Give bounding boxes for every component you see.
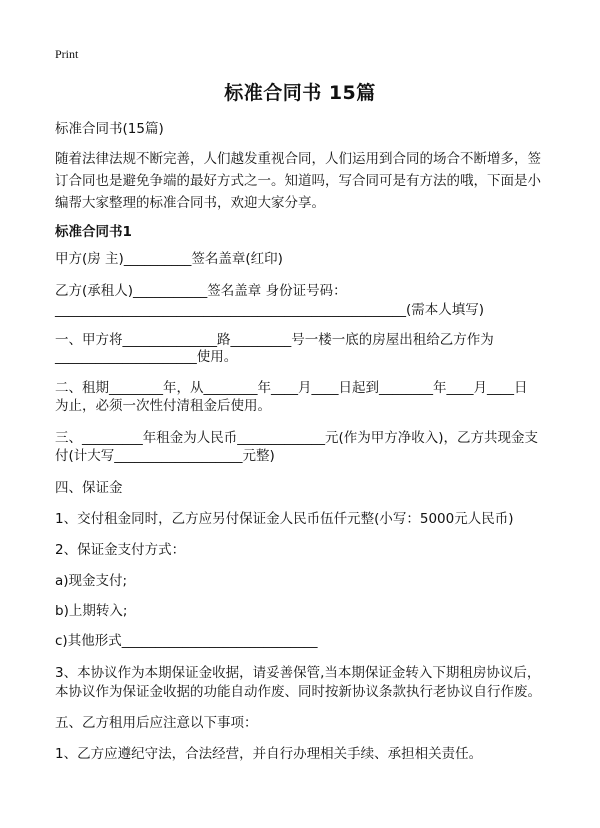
- payment-option-c: c)其他形式_____________________________: [55, 633, 318, 649]
- clause-3-line-1: 三、_________年租金为人民币_____________元(作为甲方净收入)，乙方共现金支: [55, 430, 539, 446]
- clause-1-line-2: _____________________使用。: [55, 349, 238, 365]
- clause-2-line-1: 二、租期________年，从________年____月____日起到________年____月____日: [55, 380, 528, 396]
- deposit-item-3-line-2: 本协议作为保证金收据的功能自动作废、同时按新协议条款执行老协议自行作废。: [55, 684, 541, 700]
- party-a-line: 甲方(房 主)__________签名盖章(红印): [55, 251, 283, 267]
- deposit-item-3-line-1: 3、本协议作为本期保证金收据，请妥善保管,当本期保证金转入下期租房协议后，: [55, 665, 541, 681]
- deposit-item-2: 2、保证金支付方式：: [55, 542, 186, 558]
- party-b-line: 乙方(承租人)___________签名盖章 身份证号码：: [55, 283, 347, 299]
- clause-5-item-1: 1、乙方应遵纪守法，合法经营，并自行办理相关手续、承担相关责任。: [55, 746, 483, 762]
- deposit-heading: 四、保证金: [55, 480, 123, 496]
- intro-line-3: 编帮大家整理的标准合同书，欢迎大家分享。: [55, 195, 325, 211]
- clause-3-line-2: 付(计大写___________________元整): [55, 448, 275, 464]
- clause-1-line-1: 一、甲方将______________路_________号一楼一底的房屋出租给乙方作为: [55, 332, 494, 348]
- clause-5-heading: 五、乙方租用后应注意以下事项：: [55, 715, 258, 731]
- id-number-line: ____________________________________________________(需本人填写): [55, 302, 485, 318]
- payment-option-b: b)上期转入;: [55, 603, 128, 619]
- print-label: Print: [55, 47, 79, 61]
- intro-line-1: 随着法律法规不断完善，人们越发重视合同，人们运用到合同的场合不断增多，签: [55, 151, 541, 167]
- intro-line-2: 订合同也是避免争端的最好方式之一。知道吗，写合同可是有方法的哦，下面是小: [55, 173, 541, 189]
- document-subtitle: 标准合同书(15篇): [55, 121, 164, 137]
- deposit-item-1: 1、交付租金同时，乙方应另付保证金人民币伍仟元整(小写：5000元人民币): [55, 511, 514, 527]
- section-heading: 标准合同书1: [55, 224, 132, 240]
- document-title: 标准合同书 15篇: [224, 82, 376, 104]
- clause-2-line-2: 为止，必须一次性付清租金后使用。: [55, 398, 271, 414]
- payment-option-a: a)现金支付;: [55, 573, 128, 589]
